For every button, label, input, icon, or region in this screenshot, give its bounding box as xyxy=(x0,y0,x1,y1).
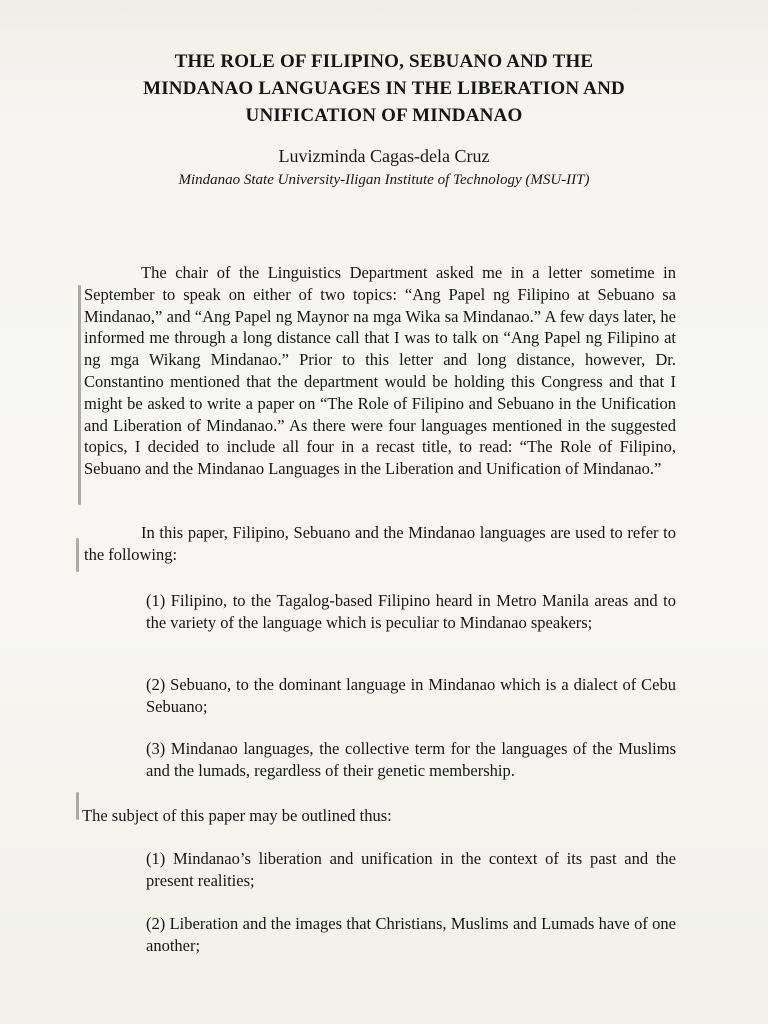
scan-mark xyxy=(78,285,81,505)
title-line-1: THE ROLE OF FILIPINO, SEBUANO AND THE xyxy=(174,51,594,72)
outline-item-2: (2) Liberation and the images that Christians, Muslims and Lumads have of one another; xyxy=(146,914,676,955)
scan-mark xyxy=(76,792,79,820)
title-line-3: UNIFICATION OF MINDANAO xyxy=(245,105,523,126)
definition-item-sebuano: (2) Sebuano, to the dominant language in Mindanao which is a dialect of Cebu Sebuano; xyxy=(146,675,676,716)
outline-intro-paragraph: The subject of this paper may be outlined thus: xyxy=(82,806,392,825)
definitions-intro-paragraph: In this paper, Filipino, Sebuano and the Mindanao languages are used to refer to the following: xyxy=(84,523,676,564)
outline-item-1: (1) Mindanao’s liberation and unification in the context of its past and the present realities; xyxy=(146,849,676,890)
definition-item-filipino: (1) Filipino, to the Tagalog-based Filipino heard in Metro Manila areas and to the variety of the language which is peculiar to Mindanao speakers; xyxy=(146,591,676,632)
scan-mark xyxy=(76,538,79,572)
title-line-2: MINDANAO LANGUAGES IN THE LIBERATION AND xyxy=(143,78,625,99)
definition-item-mindanao-languages: (3) Mindanao languages, the collective term for the languages of the Muslims and the lumads, regardless of their genetic membership. xyxy=(146,739,676,780)
paper-title xyxy=(60,48,708,129)
intro-paragraph: The chair of the Linguistics Department asked me in a letter sometime in September to speak on either of two topics: “Ang Papel ng Filipino at Sebuano sa Mindanao,” and “Ang Papel ng Maynor na mga Wika sa Mindanao.” A few days later, he informed me through a long distance call that I was to talk on “Ang Papel ng Filipino at ng mga Wikang Mindanao.” Prior to this letter and long distance, however, Dr. Constantino mentioned that the department would be holding this Congress and that I might be asked to write a paper on “The Role of Filipino and Sebuano in the Unification and Liberation of Mindanao.” As there were four languages mentioned in the suggested topics, I decided to include all four in a recast title, to read: “The Role of Filipino, Sebuano and the Mindanao Languages in the Liberation and Unification of Mindanao.” xyxy=(84,263,676,479)
author-affiliation: Mindanao State University-Iligan Institute of Technology (MSU-IIT) xyxy=(178,172,590,188)
author-name: Luvizminda Cagas-dela Cruz xyxy=(278,146,490,166)
